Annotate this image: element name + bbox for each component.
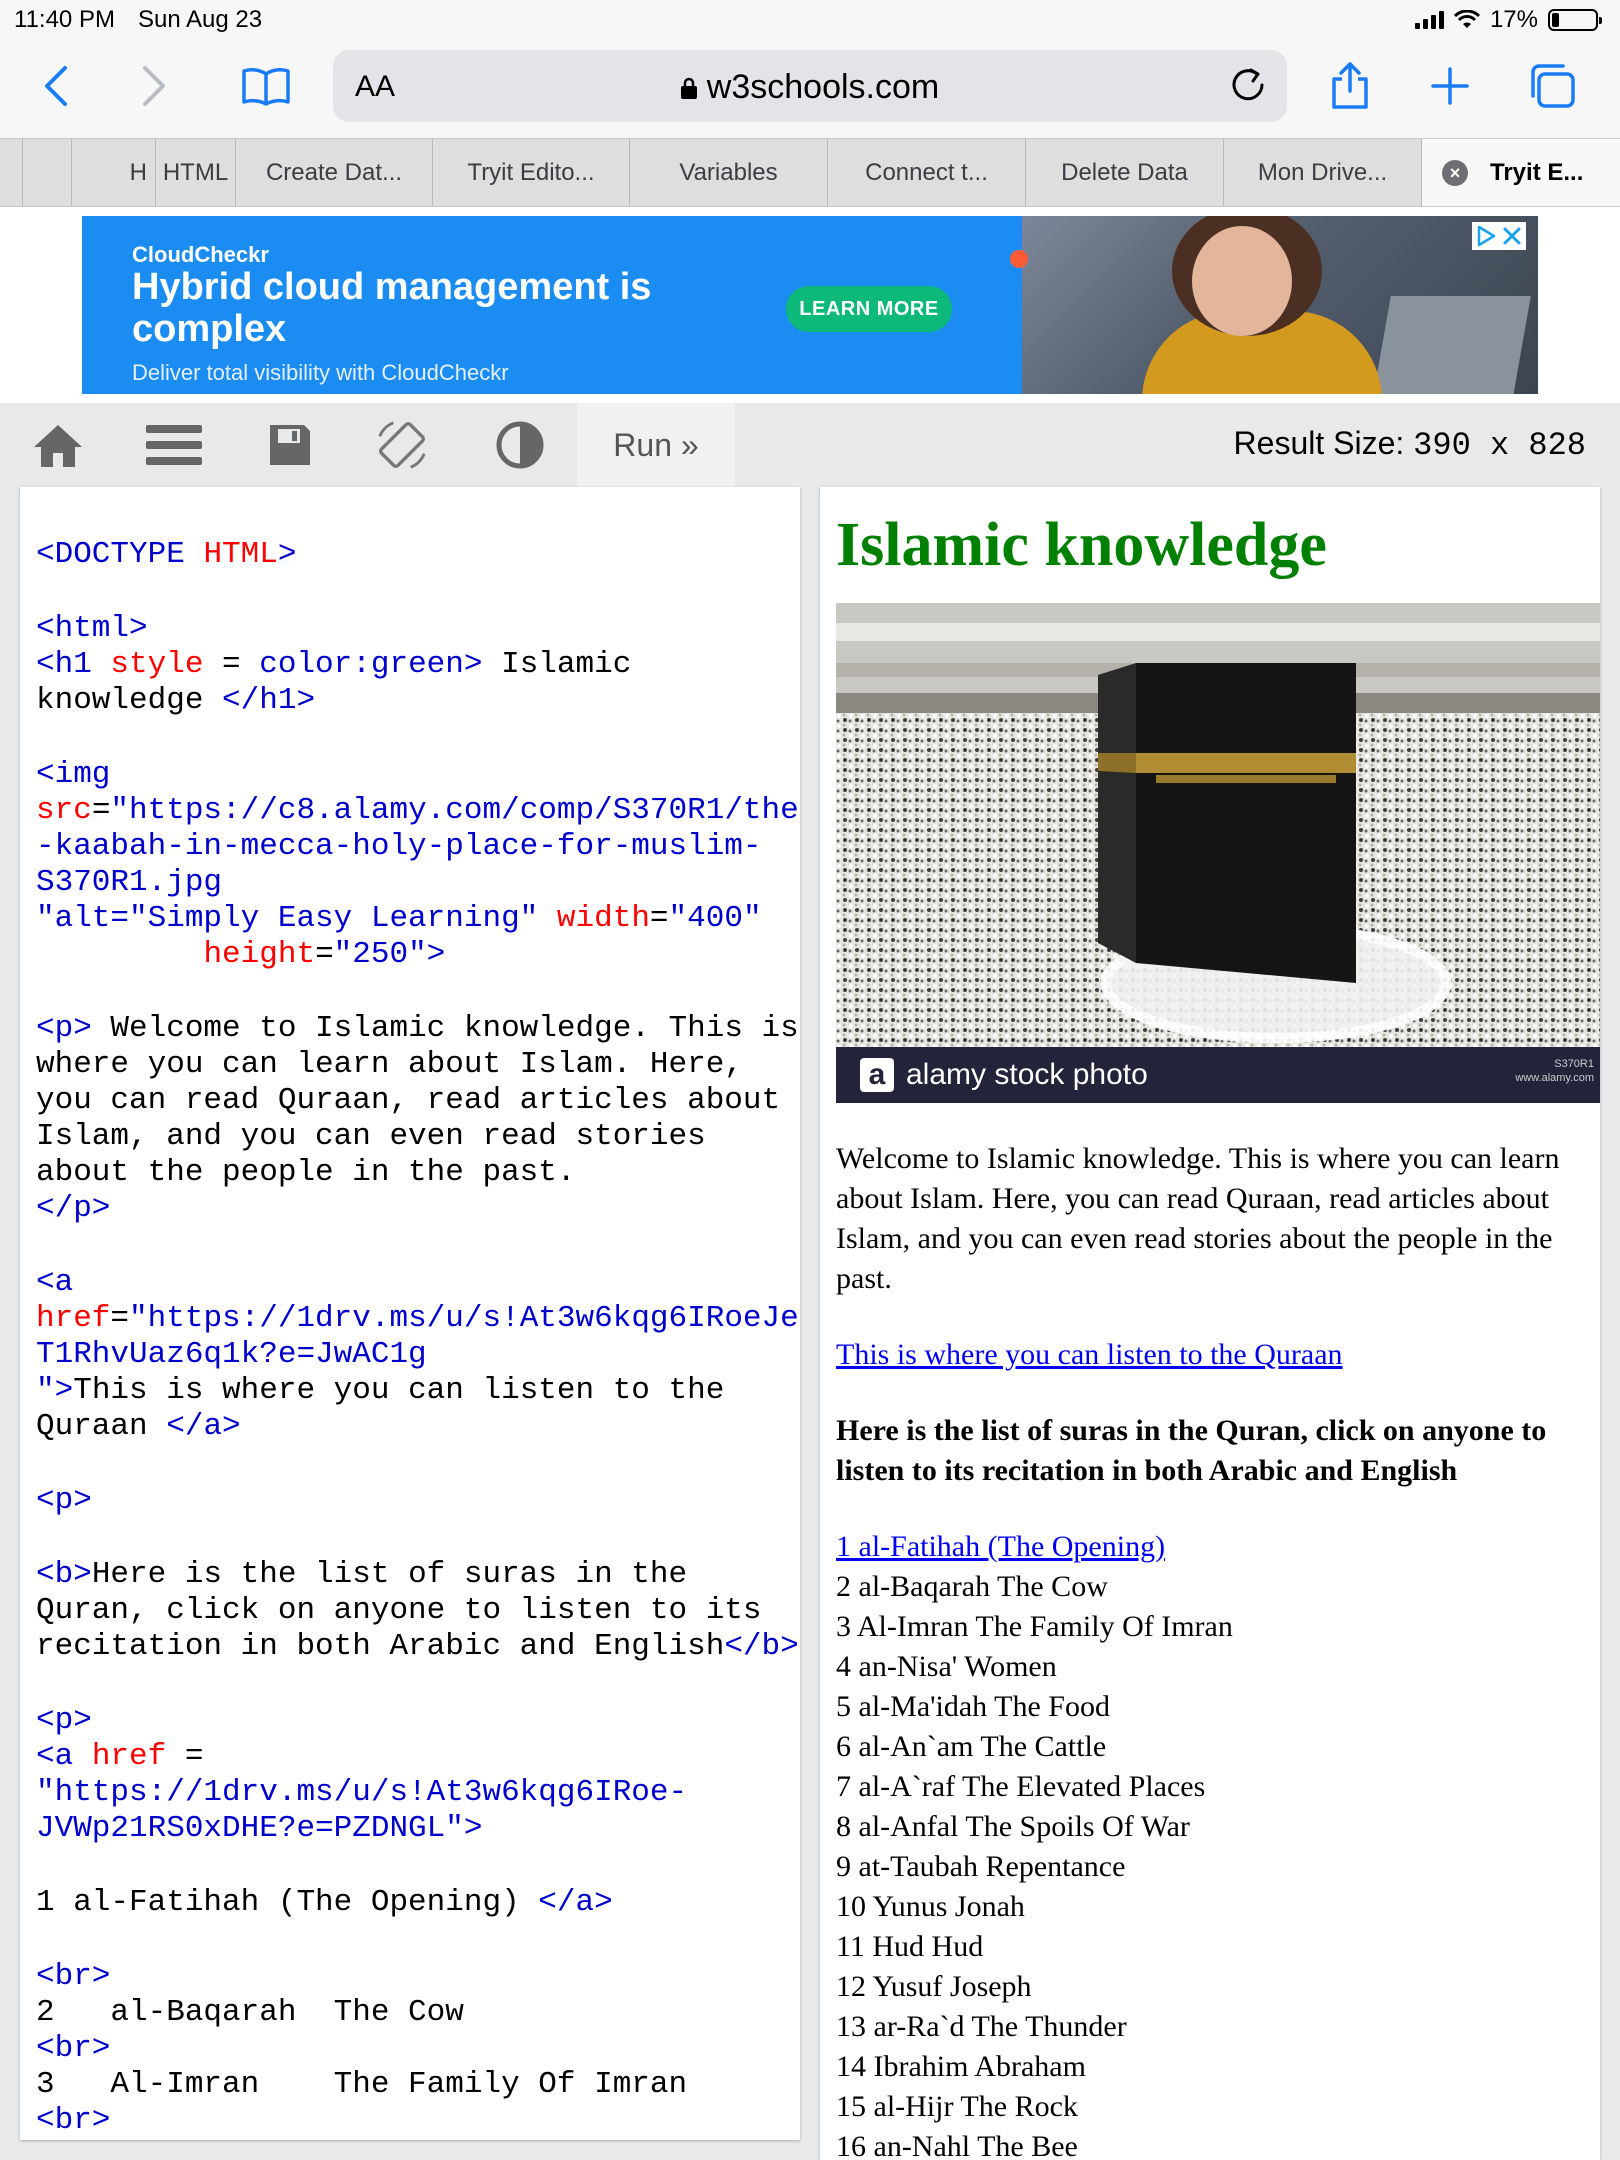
hamburger-icon (146, 421, 202, 469)
save-icon (266, 421, 314, 469)
browser-toolbar (0, 40, 1620, 138)
share-button[interactable] (1318, 54, 1382, 118)
code-line: <DOCTYPE HTML> (36, 537, 297, 572)
code-line: <p> (36, 1703, 92, 1738)
code-line: Islam, and you can even read stories (36, 1119, 706, 1154)
tab-variables[interactable] (630, 139, 828, 206)
code-editor[interactable] (20, 487, 800, 2140)
tab-label: Tryit E... (1490, 158, 1584, 186)
code-line (36, 1847, 784, 1885)
ad-brand: CloudCheckr (132, 242, 269, 267)
share-icon (1328, 61, 1372, 111)
chevron-right-icon (139, 64, 169, 108)
tab-bar (0, 138, 1620, 207)
tab-label: Mon Drive... (1257, 158, 1388, 186)
status-time: 11:40 PM (14, 6, 115, 33)
sura-item: 10 Yunus Jonah (836, 1890, 1025, 1923)
tab-label: Delete Data (1061, 158, 1188, 186)
code-line: src="https://c8.alamy.com/comp/S370R1/the (36, 793, 799, 828)
cellular-signal-icon (1415, 11, 1444, 29)
status-date: Sun Aug 23 (138, 6, 263, 33)
sura-link-fatihah[interactable]: 1 al-Fatihah (The Opening) (836, 1530, 1166, 1563)
battery-icon (1548, 9, 1598, 31)
image-watermark (836, 1047, 1600, 1103)
code-line (36, 1519, 784, 1557)
tabs-icon (1527, 62, 1577, 110)
code-line: "https://1drv.ms/u/s!At3w6kqg6IRoe- (36, 1775, 688, 1810)
code-line: </p> (36, 1191, 111, 1226)
tab-label: Connect t... (865, 158, 988, 186)
code-line: <br> (36, 2031, 111, 2066)
code-line: <b>Here is the list of suras in the (36, 1557, 688, 1592)
code-line: 3 Al-Imran The Family Of Imran (36, 2067, 688, 2102)
contrast-icon (495, 420, 545, 470)
code-line (36, 1445, 784, 1483)
kaaba-image (836, 603, 1600, 1103)
code-line: 1 al-Fatihah (The Opening) </a> (36, 1885, 613, 1920)
url-text: w3schools.com (706, 68, 940, 106)
tab-html[interactable] (156, 139, 236, 206)
code-line (36, 1665, 784, 1703)
sura-item: 15 al-Hijr The Rock (836, 2090, 1078, 2123)
new-tab-button[interactable] (1418, 54, 1482, 118)
wifi-icon (1454, 10, 1480, 30)
ad-learn-more-button[interactable]: LEARN MORE (786, 286, 952, 332)
alamy-logo: a (860, 1058, 894, 1092)
editor-panels (0, 487, 1620, 2160)
code-line: 2 al-Baqarah The Cow (36, 1995, 464, 2030)
tab-label: HTML (162, 158, 229, 186)
text-size-button[interactable]: AA (355, 70, 396, 103)
code-line: "alt="Simply Easy Learning" width="400" (36, 901, 762, 936)
reload-icon (1223, 60, 1273, 110)
sura-item: 3 Al-Imran The Family Of Imran (836, 1610, 1233, 1643)
adchoices-icon (1476, 225, 1496, 247)
status-bar (0, 0, 1620, 40)
forward-button[interactable] (122, 54, 186, 118)
theme-toggle-button[interactable] (492, 417, 548, 473)
code-line: knowledge </h1> (36, 683, 316, 718)
code-line: <h1 style = color:green> Islamic (36, 647, 632, 682)
watermark-text: alamy stock photo (906, 1058, 1148, 1091)
sura-item: 5 al-Ma'idah The Food (836, 1690, 1110, 1723)
rotate-button[interactable] (374, 417, 430, 473)
listen-quraan-link[interactable]: This is where you can listen to the Quraan (836, 1338, 1343, 1371)
tab-label: Variables (679, 158, 778, 186)
ad-subline: Deliver total visibility with CloudCheckr (132, 360, 509, 385)
code-line: S370R1.jpg (36, 865, 223, 900)
menu-button[interactable] (146, 417, 202, 473)
result-panel (820, 487, 1600, 2160)
sura-item: 16 an-Nahl The Bee (836, 2130, 1078, 2160)
code-line: -kaabah-in-mecca-holy-place-for-muslim- (36, 829, 762, 864)
code-line (36, 1227, 784, 1265)
home-icon (31, 421, 85, 469)
close-icon[interactable] (1502, 226, 1522, 246)
result-size (1234, 425, 1586, 464)
chevron-left-icon (41, 64, 71, 108)
tab-truncated[interactable] (22, 139, 72, 206)
code-line: <a href = (36, 1739, 204, 1774)
code-line: Quraan </a> (36, 1409, 241, 1444)
ad-choices[interactable] (1472, 222, 1526, 250)
code-line: <html> (36, 611, 148, 646)
code-line: Quran, click on anyone to listen to its (36, 1593, 762, 1628)
save-button[interactable] (262, 417, 318, 473)
tab-label: H (129, 158, 147, 186)
battery-percent: 17% (1489, 6, 1538, 33)
sura-item: 4 an-Nisa' Women (836, 1650, 1057, 1683)
back-button[interactable] (24, 54, 88, 118)
tab-label: Create Dat... (265, 158, 403, 186)
result-size-label: Result Size: (1233, 425, 1405, 461)
code-line: height="250"> (203, 937, 446, 972)
tab-h[interactable] (72, 139, 156, 206)
sura-item: 7 al-A`raf The Elevated Places (836, 1770, 1206, 1803)
code-line: T1RhvUaz6q1k?e=JwAC1g (36, 1337, 427, 1372)
watermark-site: www.alamy.com (1515, 1072, 1594, 1084)
code-line (36, 1921, 784, 1959)
code-line: <br> (36, 1959, 111, 1994)
tab-mon-drive[interactable] (1224, 139, 1422, 206)
result-heading: Islamic knowledge (836, 511, 1327, 579)
code-line: <img (36, 757, 111, 792)
sura-item: 9 at-Taubah Repentance (836, 1850, 1126, 1883)
reload-button[interactable] (1223, 60, 1273, 110)
code-line: href="https://1drv.ms/u/s!At3w6kqg6IRoeJe (36, 1301, 799, 1336)
address-bar[interactable] (333, 50, 1287, 122)
tabs-overview-button[interactable] (1520, 54, 1584, 118)
watermark-code: S370R1 (1554, 1058, 1594, 1070)
sura-item: 8 al-Anfal The Spoils Of War (836, 1810, 1190, 1843)
home-button[interactable] (30, 417, 86, 473)
code-line: <p> (36, 1483, 92, 1518)
tab-delete-data[interactable] (1026, 139, 1224, 206)
lock-icon (681, 69, 697, 91)
ad-container (0, 207, 1620, 403)
sura-item: 6 al-An`am The Cattle (836, 1730, 1107, 1763)
sura-list (836, 1527, 1584, 2160)
code-line: <a (36, 1265, 74, 1300)
close-tab-icon[interactable]: × (1442, 160, 1468, 186)
tryit-toolbar (0, 403, 1620, 487)
tab-label: Tryit Edito... (467, 158, 595, 186)
code-line (36, 573, 784, 611)
tab-connect[interactable] (828, 139, 1026, 206)
code-line (36, 719, 784, 757)
code-line: ">This is where you can listen to the (36, 1373, 725, 1408)
suras-heading: Here is the list of suras in the Quran, click on anyone to listen to its recitation in both Arabic and English (836, 1414, 1547, 1487)
code-line: recitation in both Arabic and English</b> (36, 1629, 799, 1664)
code-line: where you can learn about Islam. Here, (36, 1047, 743, 1082)
intro-paragraph: Welcome to Islamic knowledge. This is where you can learn about Islam. Here, you can read Quraan, read articles about Islam, and you can even read stories about the people in the past. (836, 1142, 1560, 1295)
code-line: you can read Quraan, read articles about (36, 1083, 781, 1118)
code-line: about the people in the past. (36, 1155, 576, 1190)
rotate-icon (374, 416, 430, 474)
plus-icon (1430, 66, 1470, 106)
sura-item: 14 Ibrahim Abraham (836, 2050, 1086, 2083)
ad-photo (1022, 216, 1538, 394)
tab-create-data[interactable] (236, 139, 433, 206)
tab-tryit-active[interactable] (1422, 139, 1620, 206)
code-line: <br> (36, 2103, 111, 2138)
code-line (36, 973, 784, 1011)
tab-tryit-editor[interactable] (433, 139, 630, 206)
sura-item: 13 ar-Ra`d The Thunder (836, 2010, 1127, 2043)
code-line: JVWp21RS0xDHE?e=PZDNGL"> (36, 1811, 483, 1846)
result-size-value: 390 x 828 (1413, 427, 1586, 464)
book-icon (241, 66, 291, 106)
sura-item: 11 Hud Hud (836, 1930, 984, 1963)
sura-item: 12 Yusuf Joseph (836, 1970, 1032, 2003)
ad-headline: Hybrid cloud management is complex (132, 266, 652, 350)
sura-item: 2 al-Baqarah The Cow (836, 1570, 1108, 1603)
bookmarks-button[interactable] (234, 54, 298, 118)
code-line: <p> Welcome to Islamic knowledge. This is (36, 1011, 799, 1046)
run-button[interactable]: Run » (577, 403, 735, 487)
ad-banner[interactable] (82, 216, 1538, 394)
